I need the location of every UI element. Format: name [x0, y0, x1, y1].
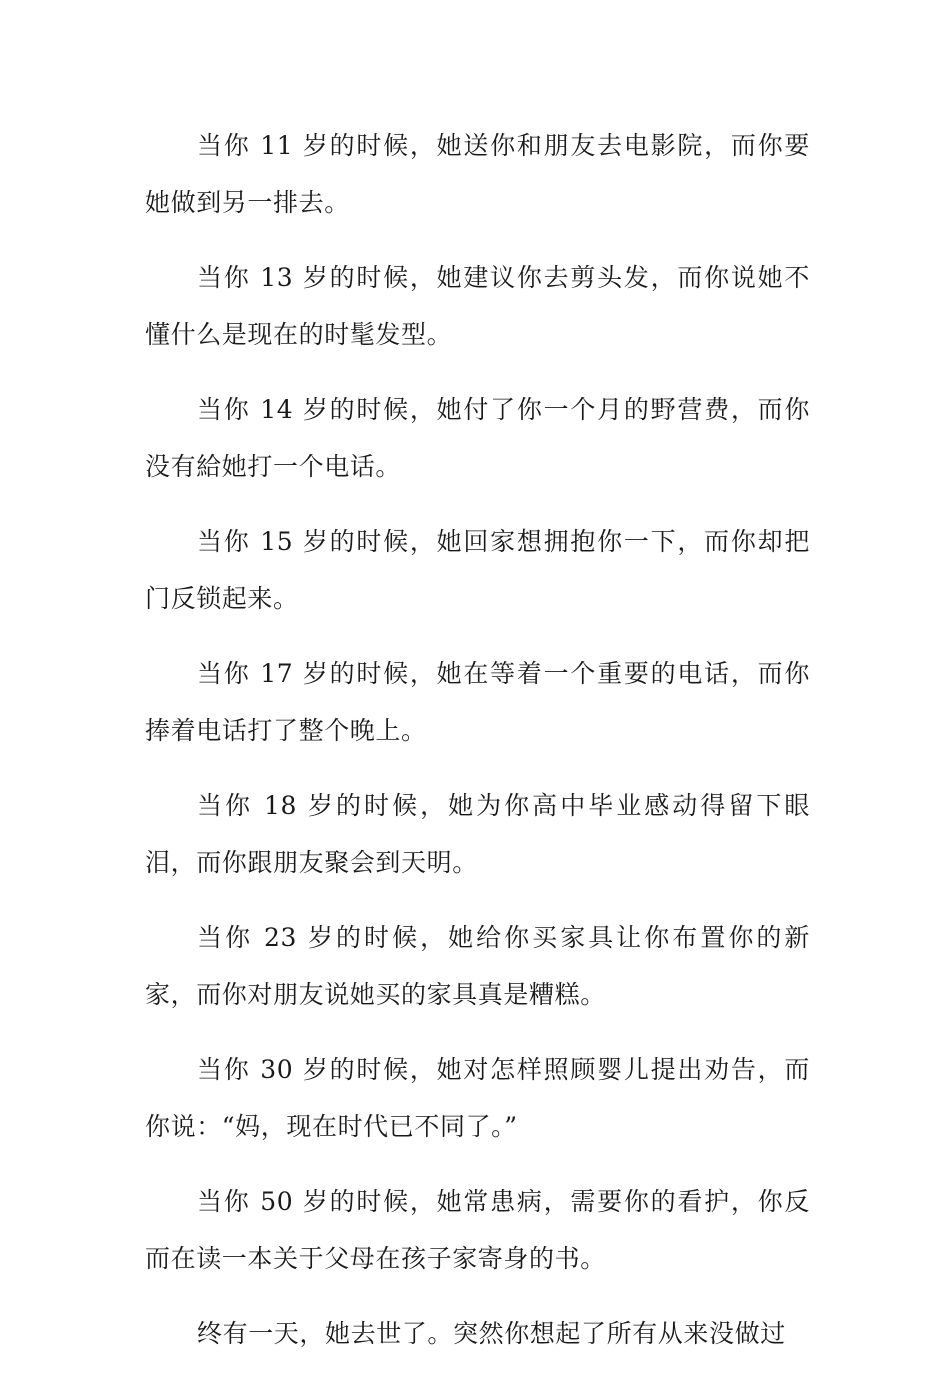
paragraph-age-30: 当你 30 岁的时候，她对怎样照顾婴儿提出劝告，而你说：“妈，现在时代已不同了。”: [145, 1055, 810, 1141]
paragraph-age-18: 当你 18 岁的时候，她为你高中毕业感动得留下眼泪，而你跟朋友聚会到天明。: [145, 791, 810, 877]
paragraph-age-13: 当你 13 岁的时候，她建议你去剪头发，而你说她不懂什么是现在的时髦发型。: [145, 263, 810, 349]
paragraph-age-11: 当你 11 岁的时候，她送你和朋友去电影院，而你要她做到另一排去。: [145, 131, 810, 217]
paragraph-age-15: 当你 15 岁的时候，她回家想拥抱你一下，而你却把门反锁起来。: [145, 527, 810, 613]
paragraph-age-17: 当你 17 岁的时候，她在等着一个重要的电话，而你捧着电话打了整个晚上。: [145, 659, 810, 745]
paragraph-age-50: 当你 50 岁的时候，她常患病，需要你的看护，你反而在读一本关于父母在孩子家寄身的书。: [145, 1187, 810, 1273]
paragraph-age-23: 当你 23 岁的时候，她给你买家具让你布置你的新家，而你对朋友说她买的家具真是糟糕。: [145, 923, 810, 1009]
body-text: [145, 117, 810, 1380]
paragraph-final: 终有一天，她去世了。突然你想起了所有从来没做过: [197, 1319, 786, 1348]
paragraph-age-14: 当你 14 岁的时候，她付了你一个月的野营费，而你没有給她打一个电话。: [145, 395, 810, 481]
